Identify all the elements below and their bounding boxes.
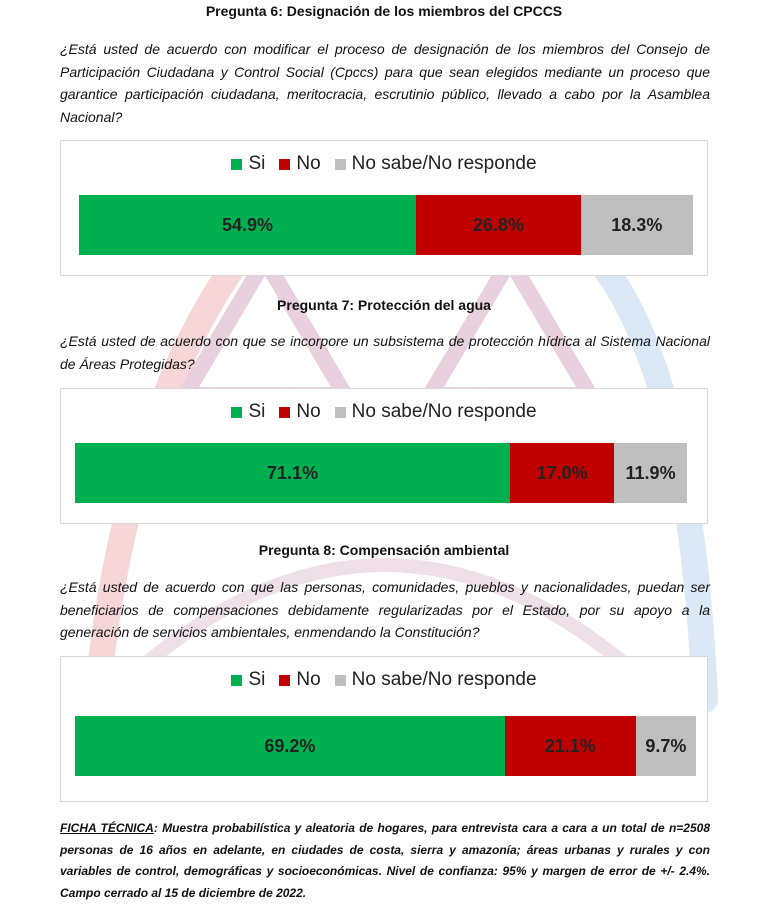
question-6-title: Pregunta 6: Designación de los miembros del CPCCS — [205, 3, 563, 19]
legend-item-ns — [335, 153, 537, 175]
data-label-si: 71.1% — [267, 462, 319, 483]
legend-swatch-ns — [335, 407, 346, 418]
legend-label-no: No — [296, 401, 321, 422]
chart-6-bar — [79, 195, 693, 255]
bar-segment-si — [75, 716, 505, 776]
chart-7-legend — [61, 401, 707, 423]
legend-label-si: Si — [248, 153, 266, 174]
question-8-title: Pregunta 8: Compensación ambiental — [258, 542, 510, 558]
data-label-no: 26.8% — [472, 214, 524, 235]
bar-segment-si — [75, 443, 510, 503]
legend-swatch-no — [279, 159, 290, 170]
chart-6-legend — [61, 153, 707, 175]
legend-label-ns: No sabe/No responde — [351, 401, 537, 422]
bar-segment-ns — [614, 443, 687, 503]
legend-item-ns — [335, 401, 537, 423]
bar-segment-no — [505, 716, 636, 776]
chart-8-legend — [61, 669, 707, 691]
question-6-text: ¿Está usted de acuerdo con modificar el proceso de designación de los miembros del Consejo de Participación Ciudadana y Control Social (Cpccs) para que sean elegidos mediante un proceso que garantice participación ciudadana, meritocracia, escrutinio público, llevado a cabo por la Asamblea Nacional? — [60, 41, 710, 125]
bar-segment-ns — [636, 716, 696, 776]
legend-label-si: Si — [248, 669, 266, 690]
data-label-ns: 11.9% — [625, 462, 676, 483]
chart-8 — [60, 656, 708, 802]
legend-item-no — [279, 153, 320, 175]
legend-item-si — [231, 669, 265, 691]
chart-8-bar — [75, 716, 696, 776]
legend-swatch-ns — [335, 675, 346, 686]
legend-label-no: No — [296, 153, 321, 174]
bar-segment-si — [79, 195, 416, 255]
legend-item-si — [231, 153, 265, 175]
legend-swatch-si — [231, 407, 242, 418]
bar-segment-no — [510, 443, 614, 503]
data-label-si: 69.2% — [264, 735, 316, 756]
legend-item-no — [279, 401, 320, 423]
technical-sheet-text: : Muestra probabilística y aleatoria de hogares, para entrevista cara a cara a un total de n=2508 personas de 16 años en adelante, en ciudades de costa, sierra y amazonía; áreas urbanas y rurales y con variables de control, demográficas y socioeconómicas. Nivel de confianza: 95% y margen de error de +/- 2.4%. Campo cerrado al 15 de diciembre de 2022. — [60, 821, 710, 900]
question-7-text: ¿Está usted de acuerdo con que se incorpore un subsistema de protección hídrica al Sistema Nacional de Áreas Protegidas? — [60, 333, 710, 372]
data-label-si: 54.9% — [222, 214, 274, 235]
bar-segment-ns — [581, 195, 693, 255]
bar-segment-no — [416, 195, 581, 255]
legend-label-ns: No sabe/No responde — [351, 669, 537, 690]
chart-7 — [60, 388, 708, 524]
data-label-ns: 9.7% — [645, 735, 687, 756]
legend-swatch-no — [279, 675, 290, 686]
chart-7-bar — [75, 443, 687, 503]
question-7-title: Pregunta 7: Protección del agua — [277, 297, 491, 313]
legend-item-no — [279, 669, 320, 691]
legend-item-ns — [335, 669, 537, 691]
legend-label-si: Si — [248, 401, 266, 422]
legend-swatch-si — [231, 675, 242, 686]
legend-label-ns: No sabe/No responde — [351, 153, 537, 174]
legend-swatch-no — [279, 407, 290, 418]
legend-label-no: No — [296, 669, 321, 690]
chart-6 — [60, 140, 708, 276]
data-label-no: 21.1% — [544, 735, 596, 756]
data-label-ns: 18.3% — [611, 214, 663, 235]
legend-item-si — [231, 401, 265, 423]
technical-sheet — [60, 818, 710, 904]
data-label-no: 17.0% — [536, 462, 588, 483]
legend-swatch-ns — [335, 159, 346, 170]
question-8-text: ¿Está usted de acuerdo con que las personas, comunidades, pueblos y nacionalidades, puedan ser beneficiarios de compensaciones debidamente regularizadas por el Estado, por su apoyo a la generación de servicios ambientales, enmendando la Constitución? — [60, 579, 710, 640]
technical-sheet-label: FICHA TÉCNICA — [60, 821, 154, 835]
legend-swatch-si — [231, 159, 242, 170]
